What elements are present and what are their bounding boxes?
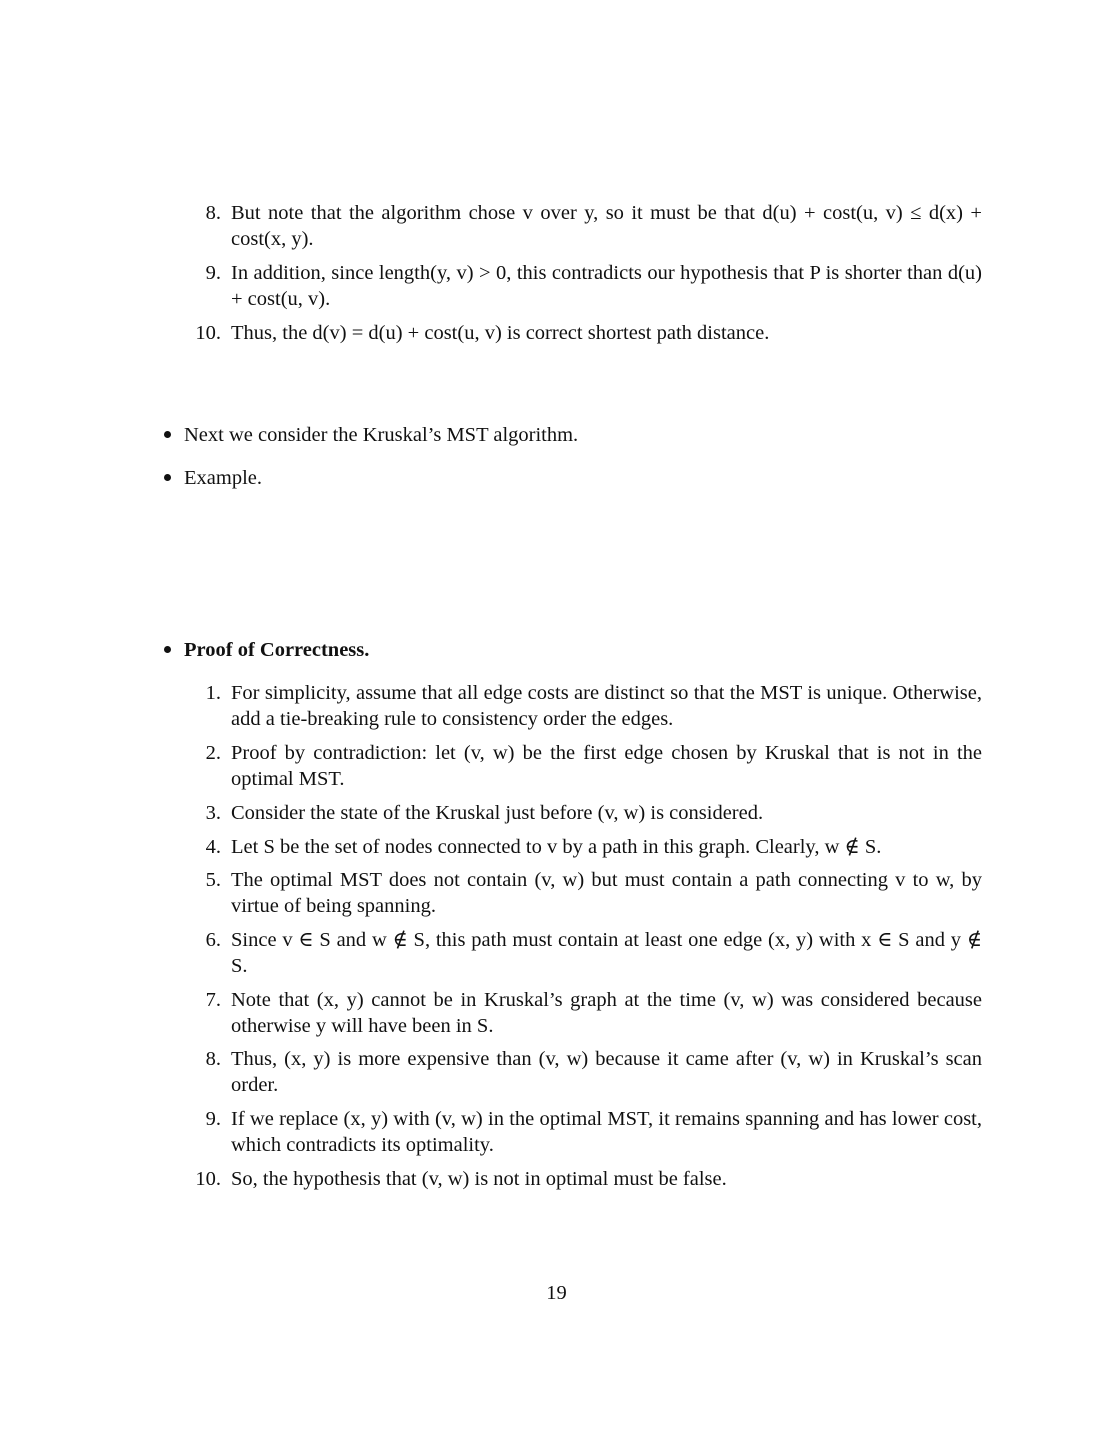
bullet-item: [160, 422, 982, 448]
list-item: [185, 834, 982, 860]
list-item-text: So, the hypothesis that (v, w) is not in optimal must be false.: [231, 1168, 727, 1190]
list-item-text: Since v ∈ S and w ∉ S, this path must contain at least one edge (x, y) with x ∈ S and y ∉ S.: [231, 929, 982, 977]
list-item: [185, 680, 982, 732]
list-item: [185, 1106, 982, 1158]
list-item-text: Thus, (x, y) is more expensive than (v, w) because it came after (v, w) in Kruskal’s scan order.: [231, 1048, 982, 1096]
bullet-item: [160, 465, 982, 491]
list-item-text: For simplicity, assume that all edge costs are distinct so that the MST is unique. Otherwise, add a tie-breaking rule to consistency order the edges.: [231, 682, 982, 730]
list-item: [185, 1166, 982, 1192]
list-item-number: 10.: [195, 1168, 221, 1190]
list-item-number: 3.: [205, 802, 221, 824]
list-item-text: In addition, since length(y, v) > 0, this contradicts our hypothesis that P is shorter than d(u) + cost(u, v).: [231, 262, 982, 310]
list-item-number: 7.: [205, 989, 221, 1011]
list-item-number: 1.: [205, 682, 221, 704]
list-item: [185, 987, 982, 1039]
list-item-number: 9.: [205, 262, 221, 284]
list-item: [185, 260, 982, 312]
list-item-text: The optimal MST does not contain (v, w) but must contain a path connecting v to w, by virtue of being spanning.: [231, 869, 982, 917]
list-item: [185, 320, 982, 346]
list-item: [185, 740, 982, 792]
list-item-number: 4.: [205, 836, 221, 858]
bullet-text: Next we consider the Kruskal’s MST algorithm.: [184, 424, 579, 446]
list-item-text: Note that (x, y) cannot be in Kruskal’s graph at the time (v, w) was considered because otherwise y will have been in S.: [231, 989, 982, 1037]
list-item-number: 8.: [205, 202, 221, 224]
section-heading: Proof of Correctness.: [184, 639, 370, 661]
list-item: [185, 200, 982, 252]
bullet-item-heading: [160, 637, 982, 663]
list-item: [185, 867, 982, 919]
bullet-text: Example.: [184, 467, 262, 489]
list-item-number: 6.: [205, 929, 221, 951]
bullet-icon: [164, 431, 171, 438]
list-item-number: 2.: [205, 742, 221, 764]
list-item-number: 10.: [195, 322, 221, 344]
list-item: [185, 800, 982, 826]
bullet-icon: [164, 474, 171, 481]
bullet-icon: [164, 646, 171, 653]
list-item-text: But note that the algorithm chose v over y, so it must be that d(u) + cost(u, v) ≤ d(x) + cost(x, y).: [231, 202, 982, 250]
list-item-text: Proof by contradiction: let (v, w) be the first edge chosen by Kruskal that is not in the optimal MST.: [231, 742, 982, 790]
list-item: [185, 1046, 982, 1098]
list-item-text: Thus, the d(v) = d(u) + cost(u, v) is correct shortest path distance.: [231, 322, 770, 344]
list-item-text: Let S be the set of nodes connected to v by a path in this graph. Clearly, w ∉ S.: [231, 836, 882, 858]
list-item-number: 5.: [205, 869, 221, 891]
list-item-text: Consider the state of the Kruskal just before (v, w) is considered.: [231, 802, 764, 824]
list-item: [185, 927, 982, 979]
list-item-text: If we replace (x, y) with (v, w) in the optimal MST, it remains spanning and has lower cost, which contradicts its optimality.: [231, 1108, 982, 1156]
list-item-number: 8.: [205, 1048, 221, 1070]
page-number: 19: [546, 1282, 567, 1304]
list-item-number: 9.: [205, 1108, 221, 1130]
